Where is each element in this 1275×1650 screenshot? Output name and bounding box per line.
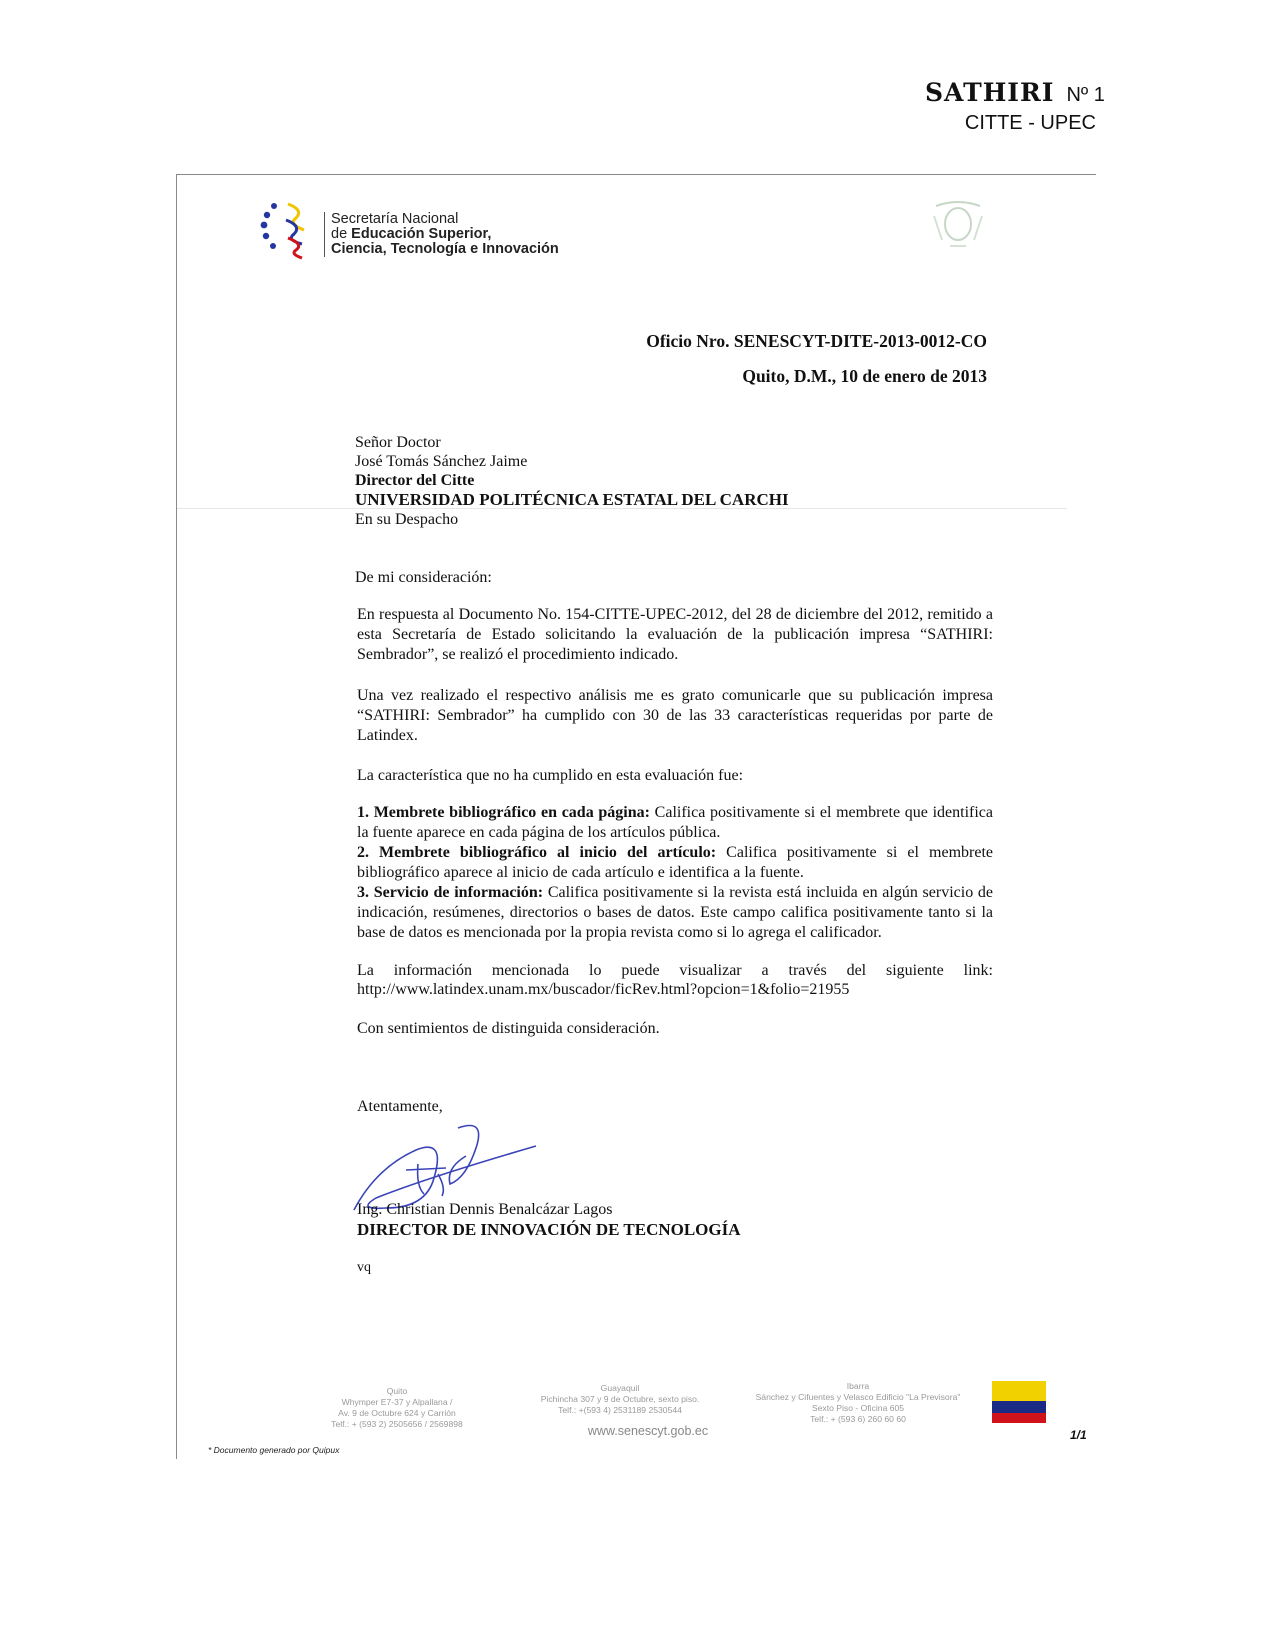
institution-line-2-prefix: de	[331, 226, 352, 242]
footer-address: Pichincha 307 y 9 de Octubre, sexto piso.	[540, 1394, 700, 1404]
institution-line-1: Secretaría Nacional	[331, 211, 459, 227]
paragraph-analysis: Una vez realizado el respectivo análisis me es grato comunicarle que su publicación impresa “SATHIRI: Sembrador” ha cumplido con 30 de las 33 características requeridas por parte de Latindex.	[357, 687, 993, 744]
criteria-item-label: 1. Membrete bibliográfico en cada página:	[357, 804, 650, 821]
criteria-item	[357, 883, 993, 943]
greeting: De mi consideración:	[355, 569, 492, 586]
typist-initials: vq	[357, 1260, 371, 1275]
institution-name	[324, 212, 621, 257]
recipient-role: Director del Citte	[355, 472, 475, 489]
oficio-number: Oficio Nro. SENESCYT-DITE-2013-0012-CO	[646, 331, 987, 351]
page-frame-left	[176, 174, 177, 1459]
footer-address: Av. 9 de Octubre 624 y Carrión	[338, 1408, 456, 1418]
footer-address: Sexto Piso - Oficina 605	[811, 1403, 905, 1413]
footer-ibarra	[738, 1381, 978, 1425]
closing: Con sentimientos de distinguida consideración.	[357, 1020, 660, 1037]
footer-city: Quito	[386, 1386, 408, 1396]
footer-quito	[312, 1386, 482, 1430]
footer-phone: Telf.: + (593 2) 2505656 / 2569898	[331, 1419, 463, 1429]
footer-phone: Telf.: + (593 6) 260 60 60	[810, 1414, 906, 1424]
journal-subtitle: CITTE - UPEC	[964, 112, 1096, 134]
criteria-item-text: Califica positivamente si el membrete bibliográfico aparece al inicio de cada artículo e identifica a la fuente.	[357, 844, 993, 881]
flag-stripe-yellow	[992, 1381, 1046, 1401]
paragraph-response: En respuesta al Documento No. 154-CITTE-UPEC-2012, del 28 de diciembre del 2012, remitido a esta Secretaría de Estado solicitando la evaluación de la publicación impresa “SATHIRI: Sembrador”, se realizó el procedimiento indicado.	[357, 606, 993, 663]
regards: Atentamente,	[357, 1098, 443, 1115]
recipient-name: José Tomás Sánchez Jaime	[355, 453, 528, 470]
footer-guayaquil	[520, 1383, 720, 1416]
criteria-item-label: 2. Membrete bibliográfico al inicio del artículo:	[357, 844, 717, 861]
footer-phone: Telf.: +(593 4) 2531189 2530544	[558, 1405, 682, 1415]
journal-number: Nº 1	[1066, 84, 1105, 106]
place-date: Quito, D.M., 10 de enero de 2013	[742, 366, 987, 386]
recipient-institution: UNIVERSIDAD POLITÉCNICA ESTATAL DEL CARCHI	[355, 490, 789, 509]
paragraph-criteria-intro: La característica que no ha cumplido en esta evaluación fue:	[357, 767, 744, 784]
institution-line-2-bold: Educación Superior,	[351, 226, 492, 242]
footer-city: Guayaquil	[600, 1383, 640, 1393]
criteria-item-text: Califica positivamente si el membrete que identifica la fuente aparece en cada página de los artículos pública.	[357, 804, 993, 841]
footer-address: Sánchez y Cifuentes y Velasco Edificio "La Previsora"	[755, 1392, 961, 1402]
coat-of-arms-icon	[928, 196, 988, 252]
recipient-salutation: Señor Doctor	[355, 434, 441, 451]
footer-website[interactable]: www.senescyt.gob.ec	[587, 1424, 709, 1438]
criteria-item	[357, 803, 993, 843]
institution-line-3: Ciencia, Tecnología e Innovación	[331, 241, 559, 257]
signer-name: Ing. Christian Dennis Benalcázar Lagos	[357, 1201, 613, 1218]
latindex-link[interactable]: http://www.latindex.unam.mx/buscador/ficRev.html?opcion=1&folio=21955	[357, 981, 850, 998]
criteria-item-text: Califica positivamente si la revista está incluida en algún servicio de indicación, resúmenes, directorios o bases de datos. Este campo califica positivamente tanto si la base de datos es mencionada por la propia revista como si lo agrega el calificador.	[357, 884, 994, 941]
page-frame-top	[176, 174, 1096, 175]
criteria-item	[357, 843, 993, 883]
journal-header	[925, 78, 1125, 114]
senescyt-logo-icon	[258, 200, 328, 262]
paragraph-link-intro: La información mencionada lo puede visualizar a través del siguiente link:	[357, 962, 993, 979]
signer-title: DIRECTOR DE INNOVACIÓN DE TECNOLOGÍA	[357, 1220, 741, 1239]
footer-city: Ibarra	[846, 1381, 870, 1391]
footer-address: Whymper E7-37 y Alpallana /	[341, 1397, 453, 1407]
institution-line-2	[331, 227, 621, 242]
criteria-item-label: 3. Servicio de información:	[357, 884, 544, 901]
page-number: 1/1	[1070, 1428, 1087, 1442]
recipient-office: En su Despacho	[355, 511, 459, 528]
flag-stripe-red	[992, 1413, 1046, 1423]
generated-note: * Documento generado por Quipux	[208, 1445, 340, 1455]
ecuador-flag-icon	[992, 1381, 1046, 1423]
criteria-list	[357, 803, 993, 943]
journal-title: SATHIRI	[925, 78, 1055, 107]
flag-stripe-blue	[992, 1401, 1046, 1413]
